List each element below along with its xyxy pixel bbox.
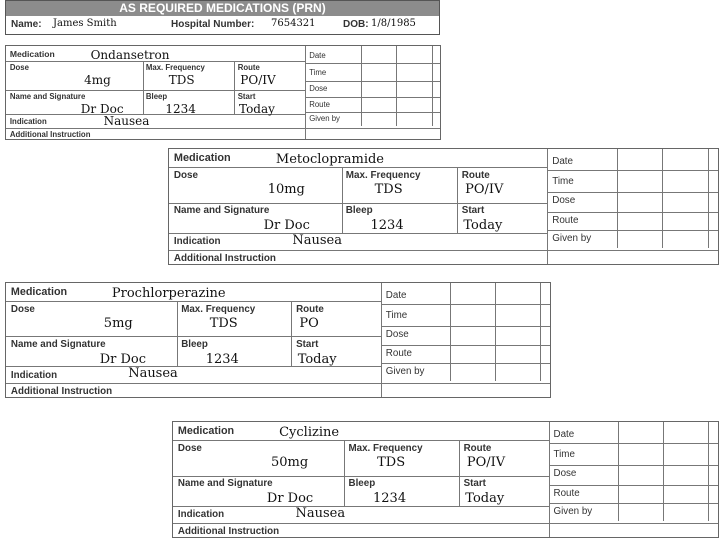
- admin-grid-col: [495, 283, 496, 381]
- form-divider: [234, 61, 235, 115]
- form-divider: [143, 61, 144, 115]
- form-rule: [6, 336, 381, 337]
- dose-row-label: Dose: [309, 83, 328, 93]
- frequency-value: TDS: [168, 72, 195, 87]
- start-value: Today: [463, 218, 503, 234]
- frequency-value: TDS: [377, 455, 406, 470]
- dose-row-label: Dose: [385, 328, 409, 340]
- indication-value: Nausea: [295, 506, 346, 521]
- indication-label: Indication: [173, 236, 221, 248]
- dose-value: 5mg: [103, 315, 133, 331]
- admin-grid-rule: [381, 304, 550, 305]
- form-divider: [344, 440, 345, 506]
- form-rule: [6, 90, 305, 91]
- given-by-label: Given by: [385, 366, 425, 378]
- dose-label: Dose: [173, 170, 199, 182]
- prn-header: [5, 0, 440, 35]
- form-divider: [549, 422, 550, 537]
- bleep-label: Bleep: [145, 91, 168, 101]
- indication-value: Nausea: [103, 114, 150, 129]
- dob-value: 1/8/1985: [371, 18, 416, 29]
- start-value: Today: [297, 351, 337, 367]
- admin-grid-rule: [305, 128, 440, 129]
- signature-value: Dr Doc: [99, 351, 146, 367]
- date-label: Date: [309, 51, 326, 61]
- time-label: Time: [552, 176, 574, 188]
- medication-name: Metoclopramide: [275, 151, 384, 167]
- date-label: Date: [385, 289, 407, 301]
- indication-label: Indication: [177, 509, 225, 521]
- form-divider: [291, 301, 292, 366]
- bleep-value: 1234: [205, 351, 239, 367]
- bleep-value: 1234: [165, 102, 196, 117]
- form-divider: [459, 440, 460, 506]
- admin-grid-rule: [549, 485, 718, 486]
- admin-grid-rule: [549, 523, 718, 524]
- name-signature-label: Name and Signature: [173, 205, 270, 216]
- time-label: Time: [309, 68, 327, 78]
- medication-card-3: [5, 282, 551, 398]
- bleep-label: Bleep: [181, 338, 208, 350]
- patient-name: James Smith: [53, 18, 117, 29]
- form-divider: [547, 149, 548, 264]
- route-row-label: Route: [385, 348, 412, 360]
- name-signature-label: Name and Signature: [10, 338, 106, 350]
- admin-grid-rule: [381, 363, 550, 364]
- start-label: Start: [296, 338, 319, 350]
- route-label: Route: [461, 170, 490, 182]
- max-frequency-label: Max. Frequency: [181, 304, 256, 316]
- form-rule: [169, 167, 547, 168]
- additional-instruction-label: Additional Instruction: [9, 130, 91, 140]
- bleep-label: Bleep: [348, 478, 376, 489]
- dose-value: 10mg: [267, 182, 305, 197]
- admin-grid-rule: [381, 326, 550, 327]
- form-divider: [342, 167, 343, 233]
- admin-grid-rule: [547, 212, 718, 213]
- frequency-value: TDS: [374, 182, 403, 197]
- start-value: Today: [465, 491, 505, 507]
- admin-grid-col: [432, 46, 433, 126]
- form-divider: [305, 46, 306, 139]
- admin-grid-rule: [549, 443, 718, 444]
- medication-label: Medication: [9, 48, 55, 59]
- signature-value: Dr Doc: [263, 218, 310, 234]
- date-label: Date: [553, 428, 575, 440]
- admin-grid-rule: [305, 63, 440, 64]
- admin-grid-rule: [547, 192, 718, 193]
- name-signature-label: Name and Signature: [177, 478, 273, 489]
- admin-grid-col: [663, 422, 664, 521]
- form-rule: [6, 383, 381, 384]
- medication-card-1: [5, 45, 441, 140]
- admin-grid-col: [540, 283, 541, 381]
- route-row-label: Route: [553, 487, 580, 499]
- bleep-value: 1234: [373, 491, 407, 507]
- admin-grid-col: [618, 422, 619, 521]
- start-value: Today: [239, 102, 275, 117]
- signature-value: Dr Doc: [266, 491, 314, 507]
- admin-grid-rule: [305, 81, 440, 82]
- given-by-label: Given by: [309, 114, 340, 124]
- admin-grid-col: [708, 422, 709, 521]
- route-value: PO/IV: [465, 182, 504, 197]
- start-label: Start: [461, 205, 485, 216]
- name-label: Name:: [11, 19, 42, 30]
- medication-name: Prochlorperazine: [111, 285, 226, 301]
- indication-label: Indication: [9, 116, 47, 126]
- patient-details-row: [6, 16, 439, 35]
- time-label: Time: [553, 449, 575, 461]
- route-value: PO/IV: [466, 455, 506, 470]
- dose-row-label: Dose: [553, 468, 577, 480]
- max-frequency-label: Max. Frequency: [345, 170, 421, 182]
- additional-instruction-label: Additional Instruction: [177, 525, 280, 537]
- admin-grid-rule: [547, 230, 718, 231]
- chart-title: AS REQUIRED MEDICATIONS (PRN): [6, 1, 439, 16]
- route-value: PO/IV: [240, 72, 276, 87]
- admin-grid-rule: [549, 503, 718, 504]
- bleep-label: Bleep: [345, 205, 373, 216]
- route-label: Route: [463, 443, 492, 455]
- hospital-number-label: Hospital Number:: [171, 19, 255, 30]
- additional-instruction-label: Additional Instruction: [173, 252, 276, 264]
- admin-grid-rule: [305, 97, 440, 98]
- dose-label: Dose: [177, 443, 202, 455]
- additional-instruction-label: Additional Instruction: [10, 385, 113, 397]
- given-by-label: Given by: [553, 506, 593, 517]
- form-rule: [169, 250, 547, 251]
- start-label: Start: [463, 478, 486, 489]
- form-divider: [177, 301, 178, 366]
- start-label: Start: [237, 91, 256, 101]
- signature-value: Dr Doc: [80, 102, 124, 117]
- admin-grid-col: [361, 46, 362, 126]
- medication-name: Cyclizine: [279, 424, 340, 440]
- admin-grid-rule: [305, 112, 440, 113]
- medication-label: Medication: [173, 152, 231, 165]
- form-rule: [173, 476, 549, 477]
- time-label: Time: [385, 310, 408, 321]
- route-label: Route: [296, 304, 324, 316]
- medication-label: Medication: [10, 286, 68, 299]
- max-frequency-label: Max. Frequency: [348, 443, 423, 455]
- indication-label: Indication: [10, 369, 58, 381]
- admin-grid-rule: [547, 170, 718, 171]
- dose-value: 50mg: [271, 455, 309, 470]
- form-rule: [173, 440, 549, 441]
- admin-grid-rule: [381, 345, 550, 346]
- form-divider: [457, 167, 458, 233]
- medication-card-4: [172, 421, 719, 538]
- date-label: Date: [552, 155, 574, 167]
- medication-card-2: [168, 148, 719, 265]
- route-value: PO: [299, 315, 319, 331]
- route-row-label: Route: [552, 214, 579, 226]
- dose-label: Dose: [10, 304, 35, 316]
- form-rule: [6, 301, 381, 302]
- medication-label: Medication: [177, 425, 235, 438]
- dose-row-label: Dose: [552, 195, 576, 207]
- form-rule: [6, 128, 305, 129]
- dose-value: 4mg: [84, 72, 111, 87]
- indication-value: Nausea: [128, 366, 178, 382]
- form-rule: [173, 523, 549, 524]
- form-divider: [381, 283, 382, 397]
- admin-grid-rule: [547, 250, 718, 251]
- bleep-value: 1234: [370, 218, 404, 234]
- route-label: Route: [237, 63, 260, 73]
- route-row-label: Route: [309, 99, 330, 109]
- form-rule: [169, 203, 547, 204]
- admin-grid-col: [617, 149, 618, 248]
- admin-grid-col: [708, 149, 709, 248]
- given-by-label: Given by: [552, 233, 592, 244]
- admin-grid-col: [396, 46, 397, 126]
- indication-value: Nausea: [292, 233, 343, 248]
- medication-name: Ondansetron: [90, 48, 170, 62]
- admin-grid-col: [450, 283, 451, 381]
- admin-grid-col: [662, 149, 663, 248]
- hospital-number: 7654321: [271, 18, 316, 29]
- admin-grid-rule: [549, 465, 718, 466]
- admin-grid-rule: [381, 383, 550, 384]
- dob-label: DOB:: [343, 19, 369, 30]
- max-frequency-label: Max. Frequency: [145, 63, 205, 73]
- frequency-value: TDS: [209, 315, 238, 331]
- name-signature-label: Name and Signature: [9, 91, 86, 101]
- dose-label: Dose: [9, 63, 29, 73]
